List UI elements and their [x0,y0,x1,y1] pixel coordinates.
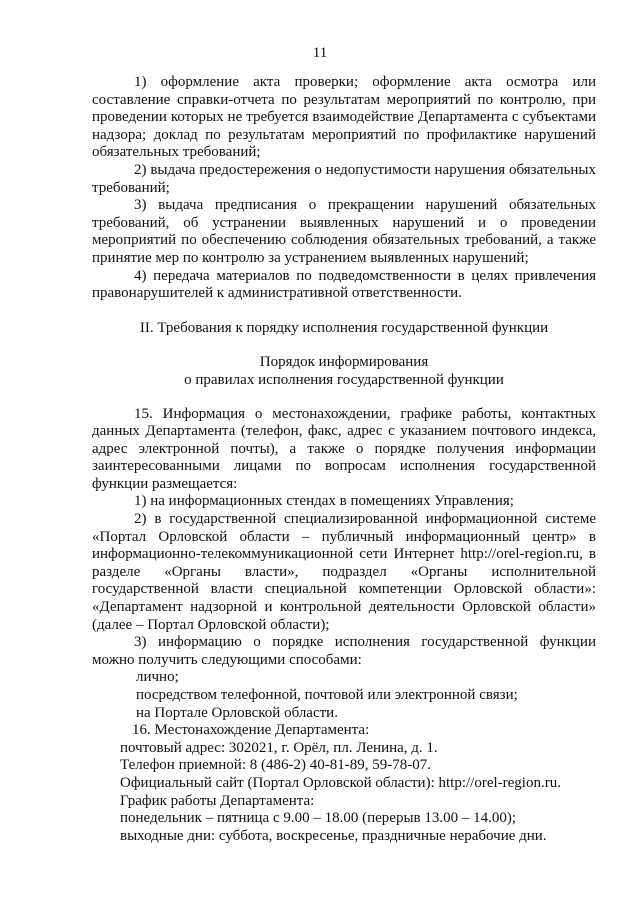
contact-line: График работы Департамента: [120,792,315,809]
contact-line: почтовый адрес: 302021, г. Орёл, пл. Ленина, д. 1. [120,739,438,756]
contact-line: Официальный сайт (Портал Орловской области): http://orel-region.ru. [120,774,561,791]
list-item: 3) выдача предписания о прекращении нарушений обязательных требований, об устранении выявленных нарушений и о проведении мероприятий по обеспечению соблюдения обязательных требований, а также принятие мер по контролю за устранением выявленных нарушений; [92,197,596,266]
list-item: 3) информацию о порядке исполнения государственной функции можно получить следующими способами: [92,634,596,668]
subheading-line-2: о правилах исполнения государственной функции [184,371,504,388]
list-item: 2) в государственной специализированной информационной системе «Портал Орловской области – публичный информационный центр» в информационно-телекоммуникационной сети Интернет http://orel-region.ru, в разделе «Органы власти», подраздел «Органы исполнительной государственной власти специальной компетенции Орловской области»: «Департамент надзорной и контрольной деятельности Орловской области» (далее – Портал Орловской области); [92,511,596,633]
method-item: лично; [136,669,179,686]
method-item: посредством телефонной, почтовой или электронной связи; [136,687,518,703]
contact-line: понедельник – пятница с 9.00 – 18.00 (перерыв 13.00 – 14.00); [120,810,517,827]
paragraph-15: 15. Информация о местонахождении, графике работы, контактных данных Департамента (телефон, факс, адрес с указанием почтового индекса, адрес электронной почты), а также о порядке получения информации заинтересованными лицами по вопросам исполнения государственной функции размещается: [92,405,596,492]
list-item: 4) передача материалов по подведомственности в целях привлечения правонарушителей к административной ответственности. [92,267,596,302]
document-body [92,74,596,845]
list-item: 2) выдача предостережения о недопустимости нарушения обязательных требований; [92,161,596,196]
paragraph-16: 16. Местонахождение Департамента: [132,722,370,739]
page-number: 11 [312,45,328,61]
subheading-line-1: Порядок информирования [259,354,429,371]
contact-line: Телефон приемной: 8 (486-2) 40-81-89, 59-78-07. [120,757,431,774]
contact-line: выходные дни: суббота, воскресенье, праздничные нерабочие дни. [120,827,547,844]
method-item: на Портале Орловской области. [136,704,338,721]
list-item: 1) на информационных стендах в помещениях Управления; [134,493,514,510]
section-heading: II. Требования к порядку исполнения государственной функции [139,319,549,336]
list-item: 1) оформление акта проверки; оформление акта осмотра или составление справки-отчета по результатам мероприятий по контролю, при проведении которых не требуется взаимодействие Департамента с субъектами надзора; доклад по результатам мероприятий по профилактике нарушений обязательных требований; [92,74,596,161]
